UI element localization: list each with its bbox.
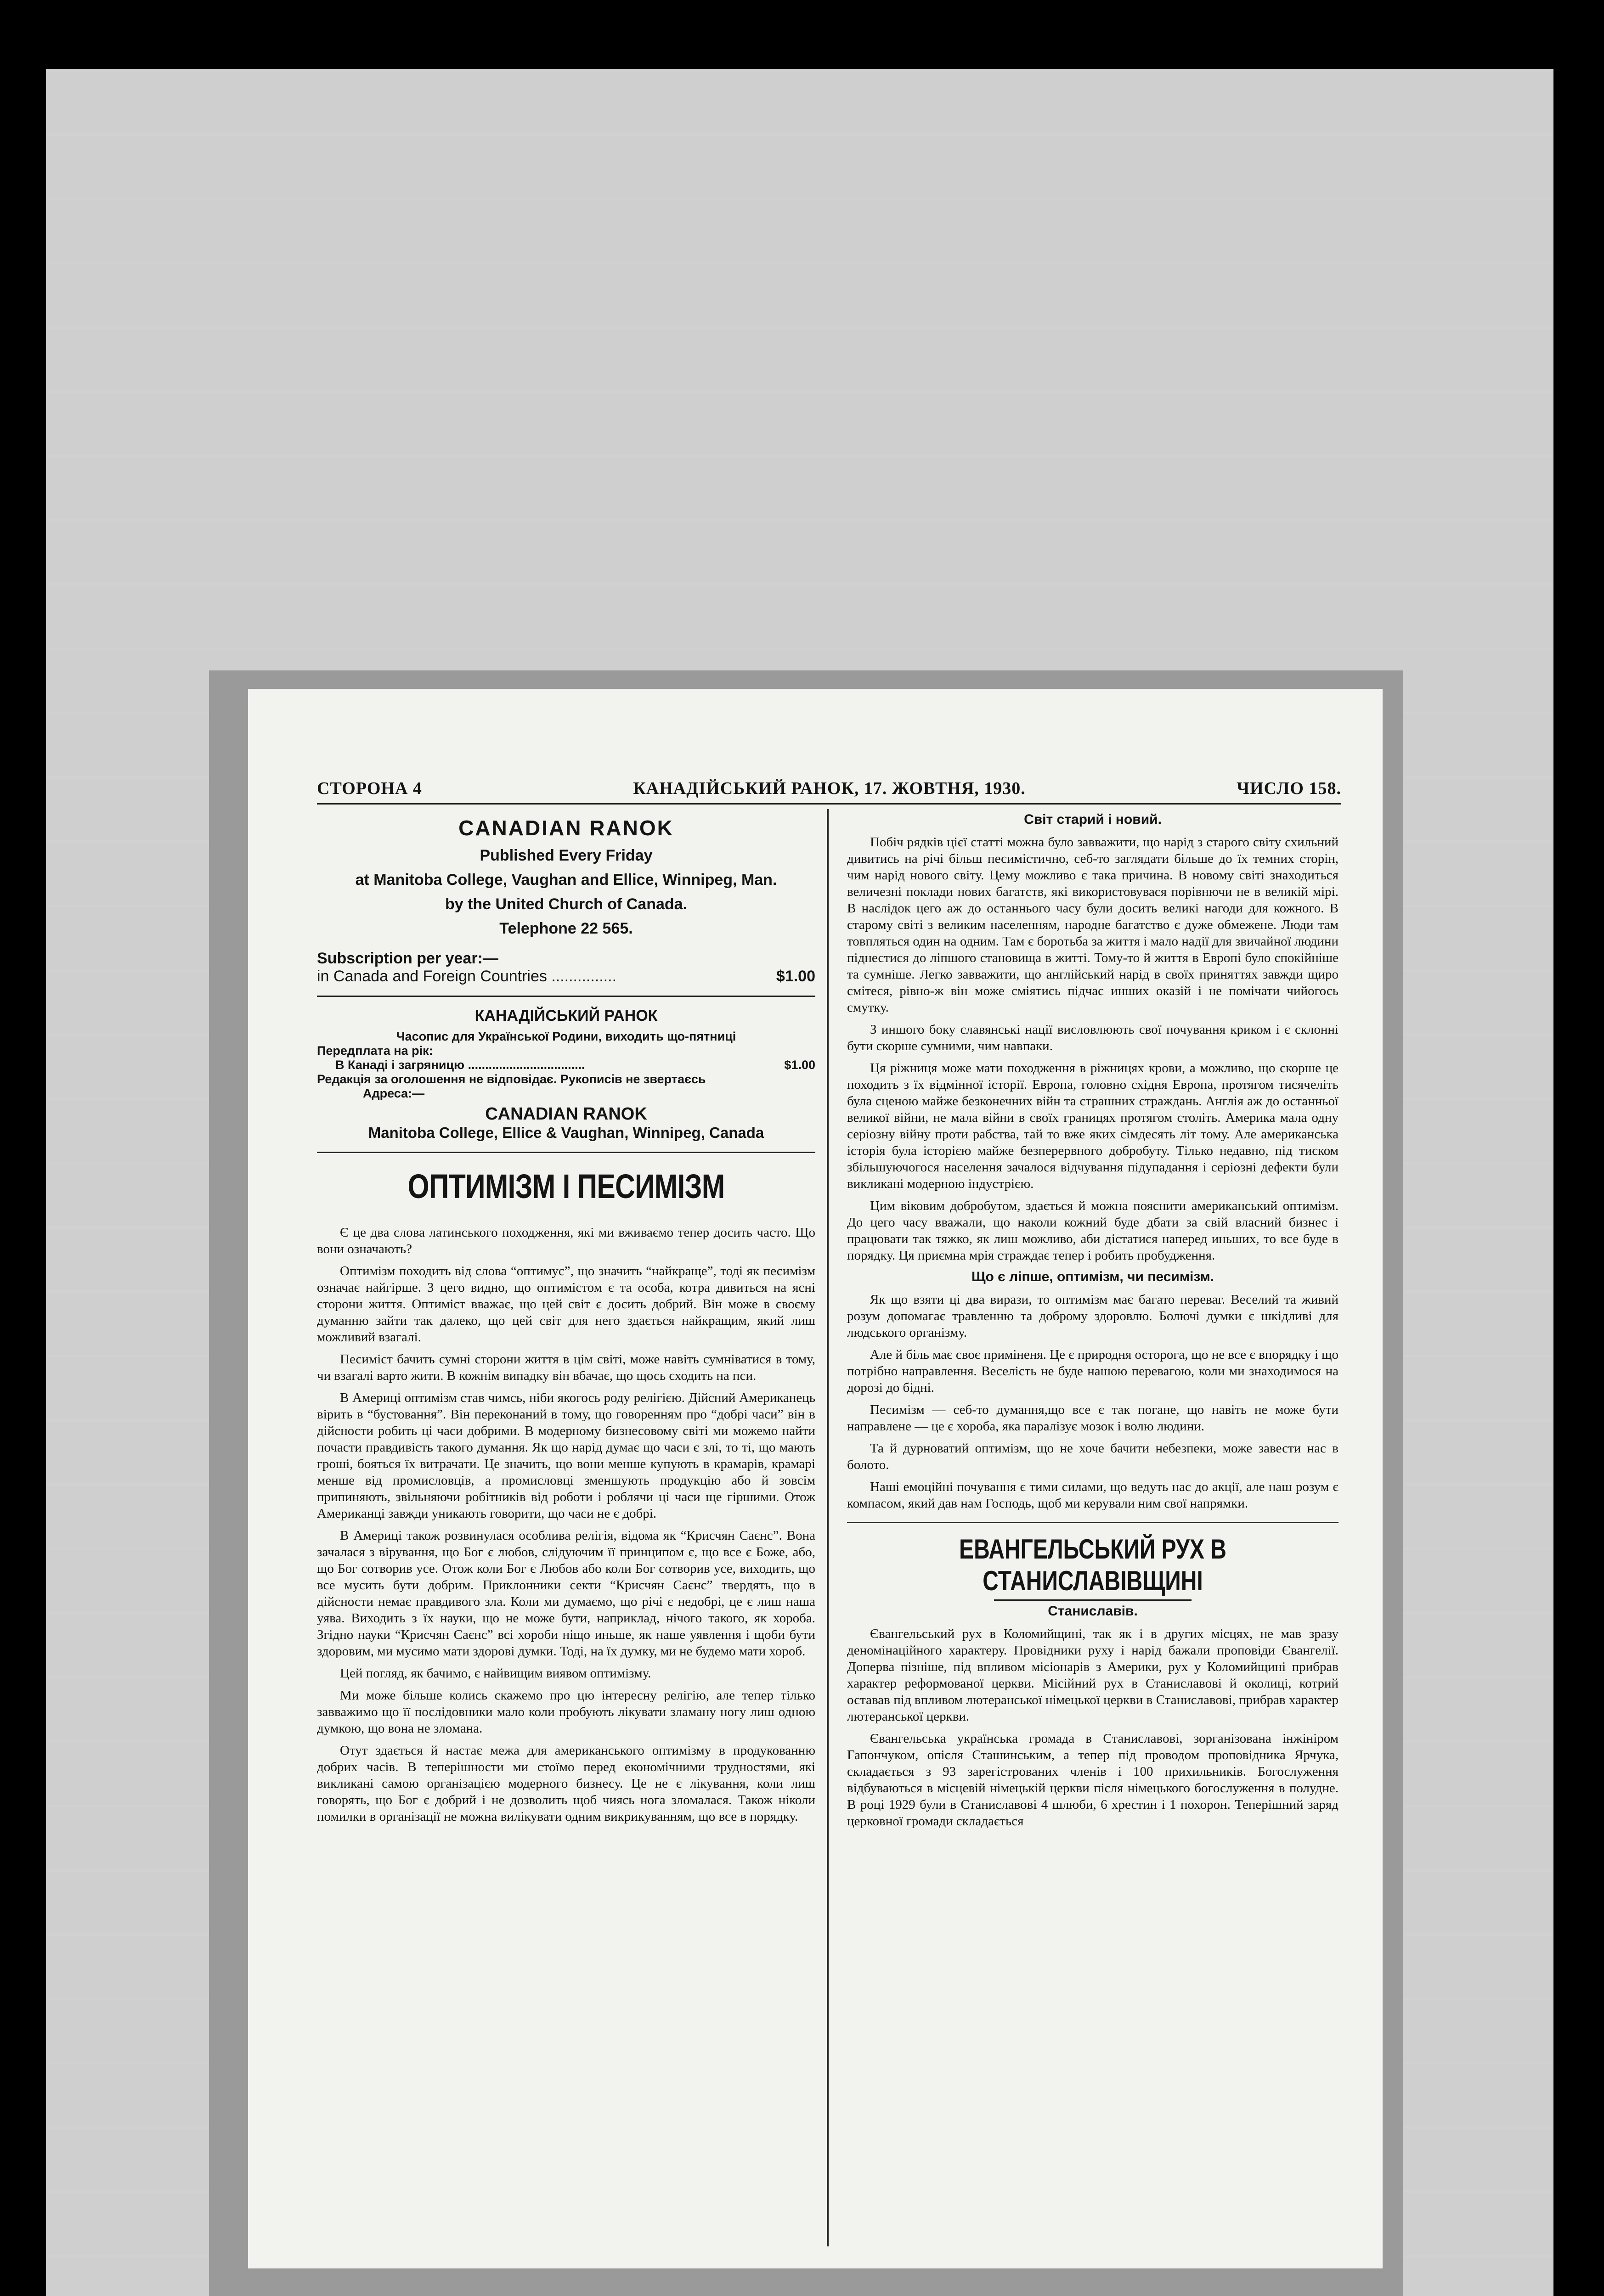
- ukr-prepay-text: В Канаді і загряницю ..................................: [335, 1058, 585, 1072]
- paragraph: Наші емоційні почування є тими силами, що ведуть нас до акції, але наш розум є компасом, який дав нам Господь, щоб ми керували ним свої напрямки.: [847, 1480, 1339, 1511]
- paragraph: Оптимізм походить від слова “оптимус”, що значить “найкраще”, тоді як песимізм означає найгірше. З цего видно, що оптимістом є та особа, котра дивиться на ясні сторони життя. Оптиміст вважає, що цей світ є досить добрий. Він може в своєму думанню зайти так далеко, що цей світ для него здається найкращим, який лиш можливий взагалі.: [317, 1264, 815, 1345]
- paragraph: В Америці оптимізм став чимсь, ніби якогось роду релігією. Дійсний Американець вірить в “бустовання”. Він переконаний в тому, що говоренням про “добрі часи” він в дійсности робить ці часи добрими. В модерному бизнесовому світі ми можемо найти почасти правдивість такого думання. Як що нарід думає що часи є злі, то ті, що мають гроші, бояться їх витрачати. Це значить, що вони менше купують в крамарів, крамарі менше від промисловців, а промисловці зменшують продукцію або й зовсім припиняють, звільняючи робітників від роботи і роблячи ці часи ще гіршими. Отож Американці завжди уникають говорити, що часи не є добрі.: [317, 1390, 815, 1521]
- subscription-text: in Canada and Foreign Countries ...............: [317, 968, 617, 985]
- section-title: Світ старий і новий.: [1024, 812, 1162, 827]
- ukr-prepay-price: $1.00: [784, 1058, 815, 1072]
- ukrainian-box: [317, 1007, 815, 1142]
- ukr-address-line: Manitoba College, Ellice & Vaughan, Winnipeg, Canada: [368, 1124, 764, 1141]
- paragraph: Ця ріжниця може мати походження в ріжницях крови, а можливо, що скорше це походить з їх відмінної історії. Европа, головно східня Европа, протягом тисячеліть була сценою майже безконечних війн та страшних страждань. Англія аж до останньої великої війни, не мала війни в своїх границях протягом століть. Америка мала одну серіозну війну проти рабства, тай то вже яких сімдесять літ тому. Але американська історія була історією майже безперервного добробуту. Тілько недавно, під тиском збільшуючогося населення зачалося відчування підупадання і серіозні дефекти були викликані модерною індустрією.: [847, 1061, 1339, 1191]
- paragraph: Побіч рядків цієї статті можна було завважити, що нарід з старого світу схильний дивитись на річі більш песимістично, себ-то заглядати більше до їх темних сторін, чим нарід нового світу. Цему можливо є така причина. В новому світі знаходиться величезні поклади нових багатств, які використовувася порівнючи не в великій мірі. В наслідок цего аж до останнього часу були досить великі нагоди для кожного. В старому світі з великим населенням, народне багатство є дуже обмежене. Люди там товпляться один на одним. Там є боротьба за життя і мало надії для звичайної людини піднестися до ліпшого становища в житті. Тому-то й життя в Европі було спокійніше та сумніше. Легко завважити, що англійський нарід в своїх приняттях завжди щиро смітеся, рівно-ж він може сміятись підчас инших оказій і не помічати чийогось смутку.: [847, 835, 1339, 1015]
- subscription-line: [317, 968, 815, 985]
- paragraph: Євангельська українська громада в Станиславові, зорганізована інжініром Гапончуком, опісля Сташинським, а тепер під проводом проповідника Ярчука, складається з 93 зарегістрованих членів і 100 прихильників. Богослуження відбуваються в місцевій німецькій церкви після німецького богослуження в полудне. В році 1929 були в Станиславові 4 шлюби, 6 хрестин і 1 похорон. Теперішний заряд церковної громади складається: [847, 1731, 1339, 1829]
- divider: [317, 1152, 815, 1153]
- columns: [317, 809, 1341, 2246]
- masthead: [317, 816, 815, 938]
- paragraph: Є це два слова латинського походження, які ми вживаємо тепер досить часто. Що вони означають?: [317, 1225, 815, 1256]
- ukr-subtitle: Часопис для Української Родини, виходить що-пятниці: [396, 1030, 736, 1043]
- subscription-label: Subscription per year:—: [317, 950, 498, 967]
- article-title: ОПТИМІЗМ І ПЕСИМІЗМ: [407, 1167, 725, 1205]
- section-subhead: Станиславів.: [1048, 1604, 1138, 1619]
- ukr-title: КАНАДІЙСЬКИЙ РАНОК: [474, 1007, 658, 1024]
- divider: [317, 996, 815, 997]
- masthead-address: at Manitoba College, Vaughan and Ellice, Winnipeg, Man.: [355, 871, 777, 889]
- paragraph: Песиміст бачить сумні сторони життя в цім світі, може навіть сумніватися в тому, чи взагалі варто жити. В кожнім випадку він вбачає, що щось сходить на пси.: [317, 1352, 815, 1383]
- masthead-publisher: by the United Church of Canada.: [445, 895, 688, 913]
- paragraph: Цей погляд, як бачимо, є найвищим виявом оптимізму.: [340, 1666, 651, 1681]
- subscription-price: $1.00: [776, 968, 815, 985]
- section-subhead: Що є ліпше, оптимізм, чи песимізм.: [971, 1269, 1214, 1284]
- divider: [847, 1522, 1339, 1523]
- paragraph: В Америці також розвинулася особлива релігія, відома як “Крисчян Саєнс”. Вона зачалася з вірування, що Бог є любов, слідуючим її принципом є, що все є Боже, або, що Бог сотворив усе. Отож коли Бог є Любов або коли Бог сотворив усе, виходить, що все мусить бути добрим. Приклонники секти “Крисчян Саєнс” твердять, що в дійсности немає правдивого зла. Коли ми думаємо, що річі є недобрі, це є лиш наша уява. Виходить з їх науки, що не може бути, наприклад, нічого такого, як хороба. Згідно науки “Крисчян Саєнс” всі хороби ніщо иньше, як наше уявлення і щоби бути здоровим, ми мусимо мати здорові думки. Тоді, на їх думку, ми не будемо мати хороб.: [317, 1528, 815, 1659]
- masthead-phone: Telephone 22 565.: [499, 920, 633, 937]
- left-column: [317, 809, 827, 2246]
- ukr-note: Редакція за оголошення не відповідає. Рукописів не звертаєсь: [317, 1072, 706, 1086]
- page-header: [317, 716, 1341, 805]
- paragraph: Як що взяти ці два вирази, то оптимізм має багато переваг. Веселий та живий розум допомагає травленню та доброму здоровлю. Болючі думки є шкідливі для людського організму.: [847, 1292, 1339, 1340]
- paragraph: З иншого боку славянські нації висловлюють свої почування криком і є склонні бути скорше сумними, чим навпаки.: [847, 1022, 1339, 1053]
- paper-dateline: КАНАДІЙСЬКИЙ РАНОК, 17. ЖОВТНЯ, 1930.: [633, 779, 1026, 798]
- newspaper-page: [248, 689, 1383, 2268]
- paragraph: Ми може більше колись скажемо про цю інтересну релігію, але тепер тілько завважимо що її послідовники мало коли пробують лікувати зламану ногу лиш одною думкою, що вона не зломана.: [317, 1688, 815, 1736]
- right-column: [829, 809, 1339, 2246]
- issue-number: ЧИСЛО 158.: [1237, 779, 1341, 798]
- paragraph: Цим віковим добробутом, здається й можна пояснити американський оптимізм. До цего часу вважали, що наколи кожний буде дбати за свій власний бизнес і працювати так тяжко, як лиш можливо, аби дістатися наперед иньших, то все буде в порядку. Ця приємна мрія страждає тепер і робить пробудження.: [847, 1199, 1339, 1263]
- ukr-prepay: Передплата на рік:: [317, 1044, 433, 1058]
- paragraph: Та й дурноватий оптимізм, що не хоче бачити небезпеки, може завести нас в болото.: [847, 1441, 1339, 1472]
- paragraph: Песимізм — себ-то думання,що все є так погане, що навіть не може бути направлене — це є хороба, яка паралізує мозок і волю людини.: [847, 1402, 1339, 1434]
- paragraph: Євангельський рух в Коломийщині, так як і в других місцях, не мав зразу деномінаційного характеру. Провідники руху і нарід бажали проповіди Євангелії. Доперва пізніше, під впливом місіонарів з Америки, рух у Коломийщині прибрав характер реформованої церкви. Місійний рух в Станиславові й околиці, котрий оставав під впливом лютеранської німецької церкви в Станиславові, прибрав характер лютеранської церкви.: [847, 1626, 1339, 1724]
- divider: [994, 1599, 1192, 1601]
- masthead-published: Published Every Friday: [480, 847, 653, 864]
- subscription-box: [317, 950, 815, 985]
- ukr-address-name: CANADIAN RANOK: [485, 1104, 647, 1124]
- article-title: ЕВАНГЕЛЬСЬКИЙ РУХ В СТАНИСЛАВІВЩИНІ: [959, 1534, 1226, 1596]
- ukr-prepay-line: [317, 1058, 815, 1072]
- masthead-name: CANADIAN RANOK: [458, 816, 674, 840]
- paragraph: Отут здається й настає межа для американського оптимізму в продукованню добрих часів. В теперішности ми стоїмо перед економічними трудностями, які викликані самою організацією модерного бизнесу. Це не є лікування, коли лиш говорять, що Бог є добрий і не дозволить щоб чиясь нога зломалася. Також ніколи помилки в організації не можна вилікувати одним викрикуванням, що все в порядку.: [317, 1743, 815, 1824]
- article-body: [317, 1224, 815, 1825]
- paragraph: Але й біль має своє приміненя. Це є природня осторога, що не все є впорядку і що потрібно направлення. Веселість не буде нашою перевагою, коли ми знаходимося на дорозі до бідні.: [847, 1347, 1339, 1395]
- ukr-address-label: Адреса:—: [363, 1086, 425, 1100]
- page-number: СТОРОНА 4: [317, 779, 422, 798]
